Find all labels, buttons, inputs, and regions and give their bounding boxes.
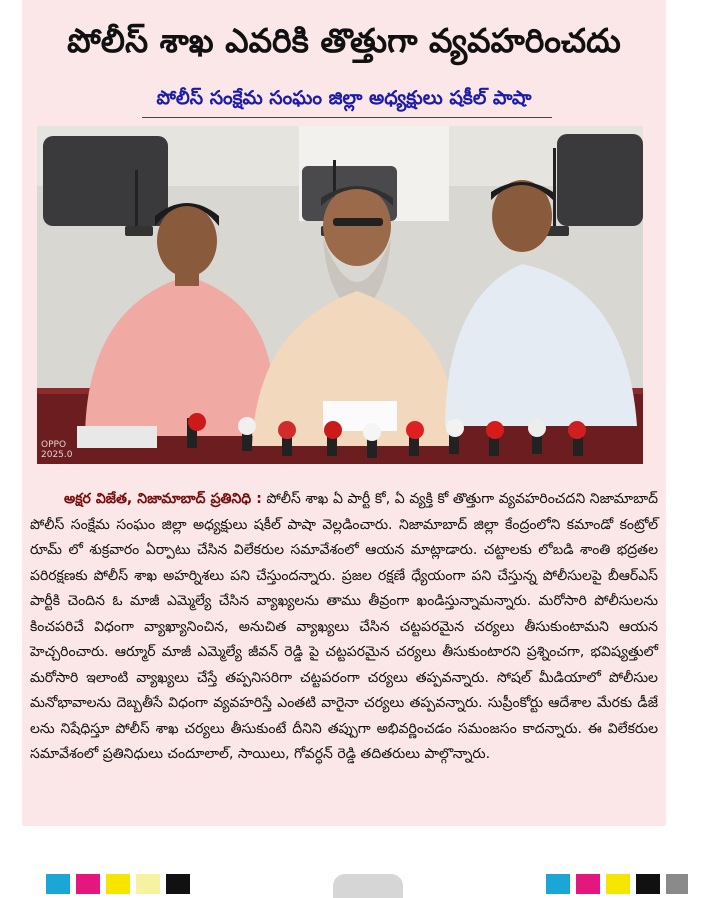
registration-tab [333, 874, 403, 898]
subheadline: పోలీస్ సంక్షేమ సంఘం జిల్లా అధ్యక్షులు షకీల్ పాషా [156, 87, 532, 109]
article-text: పోలీస్ శాఖ ఏ పార్టీ కో, ఏ వ్యక్తి కో తొత్తుగా వ్యవహరించదని నిజామాబాద్ పోలీస్ సంక్షేమ సంఘం జిల్లా అధ్యక్షులు షకీల్ పాషా వెల్లడించారు. నిజామాబాద్ జిల్లా కేంద్రంలోని కమాండో కంట్రోల్ రూమ్ లో శుక్రవారం ఏర్పాటు చేసిన విలేకరుల సమావేశంలో ఆయన మాట్లాడారు. చట్టాలకు లోబడి శాంతి భద్రతల పరిరక్షణకు పోలీస్ శాఖ అహర్నిశలు పని చేస్తుందన్నారు. ప్రజల రక్షణే ధ్యేయంగా పని చేస్తున్న పోలీసులపై బీఆర్ఎస్ పార్టీకి చెందిన ఓ మాజీ ఎమ్మెల్యే చేసిన వ్యాఖ్యలను తాము తీవ్రంగా ఖండిస్తున్నామన్నారు. మరోసారి పోలీసులను కించపరిచే విధంగా వ్యాఖ్యానించిన, అనుచిత వ్యాఖ్యలు చేసిన చట్టపరమైన చర్యలు తీసుకుంటామని ఆయన హెచ్చరించారు. ఆర్మూర్ మాజీ ఎమ్మెల్యే జీవన్ రెడ్డి పై చట్టపరమైన చర్యలు తీసుకుంటారని ప్రశ్నించగా, భవిష్యత్తులో మరోసారి ఇలాంటి వ్యాఖ్యలు చేస్తే తప్పనిసరిగా చట్టపరంగా చర్యలు తప్పవన్నారు. సోషల్ మీడియాలో పోలీసుల మనోభావాలను దెబ్బతీసే విధంగా వ్యవహరిస్తే ఎంతటి వారైనా చర్యలు తప్పవన్నారు. సుప్రీంకోర్టు ఆదేశాల మేరకు డీజే లను నిషేధిస్తూ పోలీస్ శాఖ చర్యలు తీసుకుంటే దీనిని తప్పుగా అభివర్ణించడం సమంజసం కాదన్నారు. ఈ విలేకరుల సమావేశంలో ప్రతినిధులు చందూలాల్, సాయిలు, గోవర్ధన్ రెడ్డి తదితరులు పాల్గొన్నారు. [30, 491, 658, 762]
press-conference-photo [37, 126, 643, 464]
color-swatch [666, 874, 688, 894]
color-swatch [136, 874, 160, 894]
dateline: అక్షర విజేత, నిజామాబాద్ ప్రతినిధి : [64, 491, 262, 507]
color-swatch [606, 874, 630, 894]
color-swatch [76, 874, 100, 894]
color-swatch [546, 874, 570, 894]
article-body [30, 487, 658, 768]
color-swatch [576, 874, 600, 894]
headline: పోలీస్ శాఖ ఎవరికి తొత్తుగా వ్యవహరించదు [67, 21, 621, 60]
press-photo-illustration [37, 126, 643, 464]
camera-watermark: OPPO 2025.0 [41, 440, 73, 460]
color-swatch [636, 874, 660, 894]
color-swatch [166, 874, 190, 894]
color-swatch [46, 874, 70, 894]
news-clipping [22, 0, 666, 826]
color-swatch [106, 874, 130, 894]
subheadline-underline [142, 117, 552, 118]
